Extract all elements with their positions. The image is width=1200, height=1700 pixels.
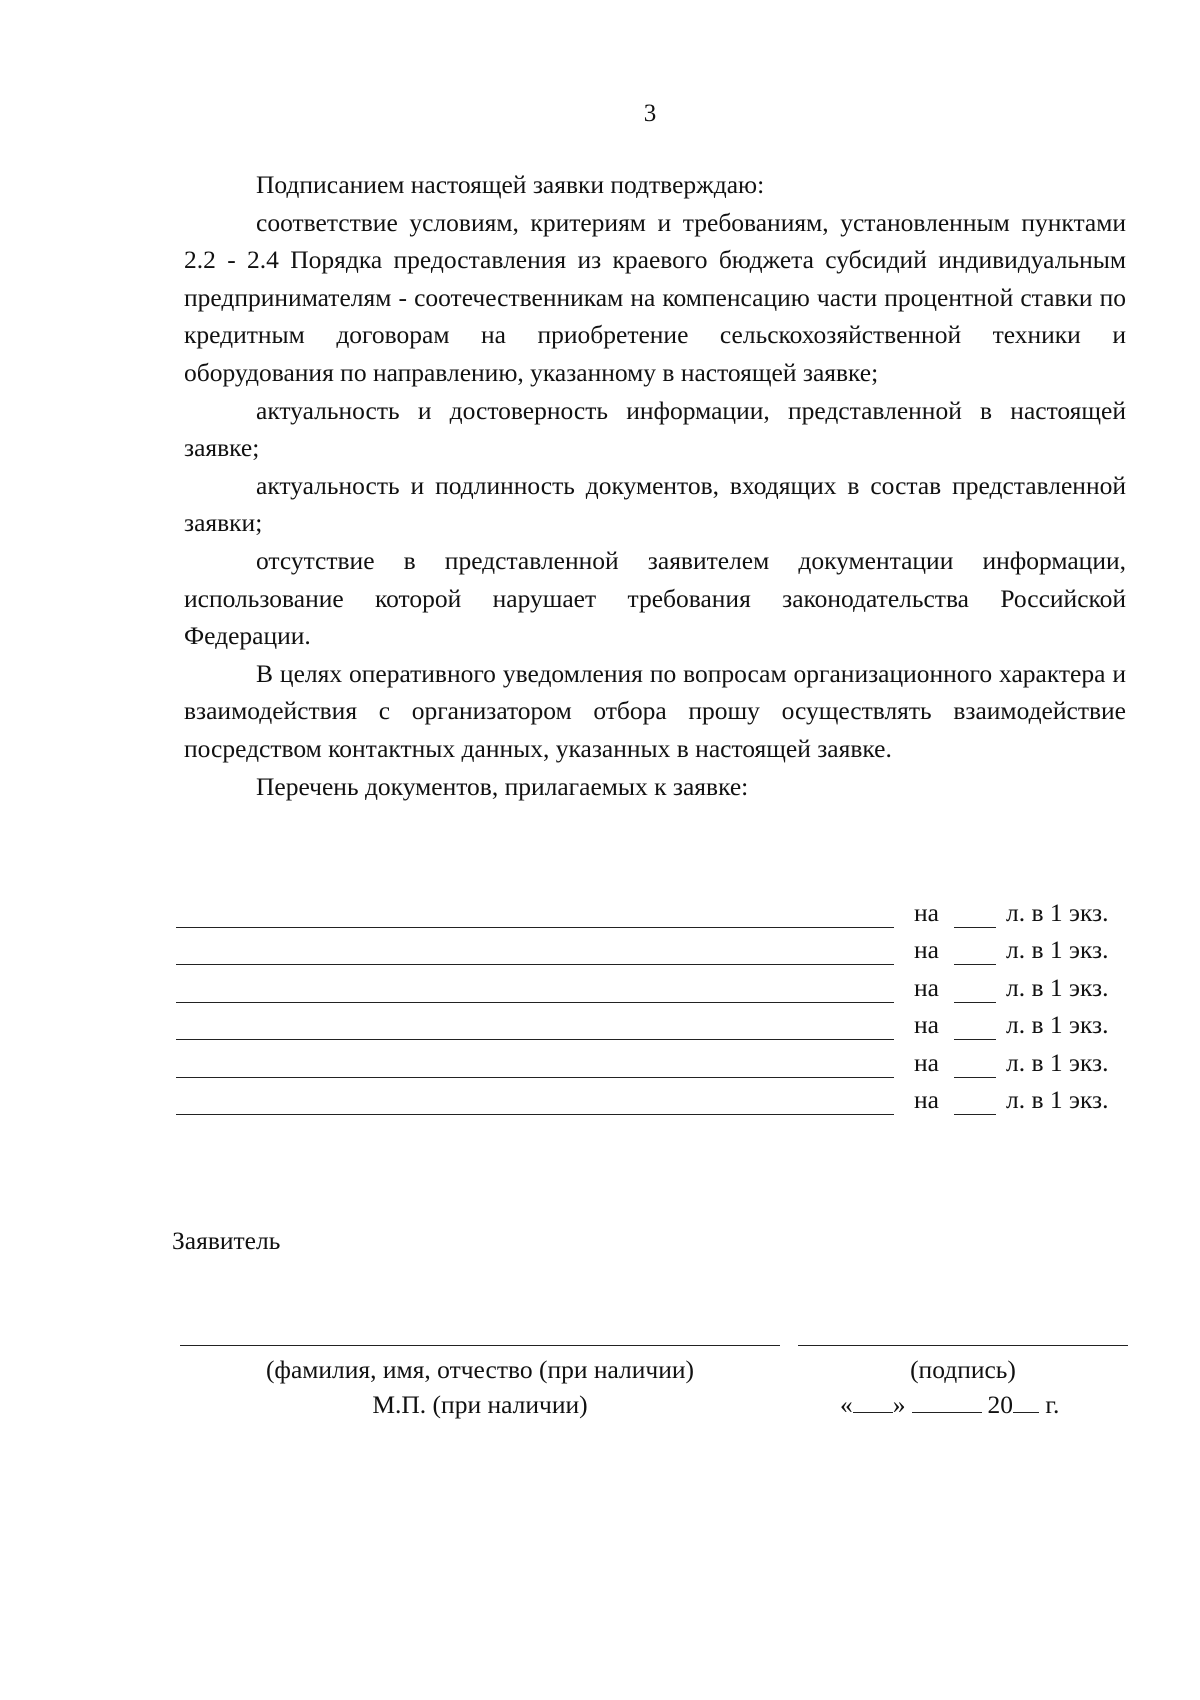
doc-name-blank[interactable] xyxy=(176,899,894,928)
doc-suffix-label: л. в 1 экз. xyxy=(1006,1047,1109,1077)
paragraph-absence: отсутствие в представленной заявителем документации информации, использование которой нарушает требования законодательства Российской Федерации. xyxy=(184,545,1126,651)
doc-na-label: на xyxy=(914,1010,939,1039)
stamp-caption: М.П. (при наличии) xyxy=(372,1390,588,1419)
name-caption: (фамилия, имя, отчество (при наличии) xyxy=(265,1355,695,1384)
doc-pages-blank[interactable] xyxy=(954,938,996,965)
doc-name-blank[interactable] xyxy=(176,1011,894,1040)
doc-row xyxy=(176,928,1126,966)
doc-pages-blank[interactable] xyxy=(954,976,996,1003)
doc-na-label: на xyxy=(914,935,939,964)
date-day-blank[interactable] xyxy=(853,1390,893,1413)
doc-na-label: на xyxy=(914,1085,939,1114)
date-year-prefix: 20 xyxy=(987,1390,1013,1419)
paragraph-contact: В целях оперативного уведомления по вопросам организационного характера и взаимодействия с организатором отбора прошу осуществлять взаимодействие посредством контактных данных, указанных в настоящей заявке. xyxy=(184,658,1126,763)
doc-name-blank[interactable] xyxy=(176,1049,894,1078)
doc-row xyxy=(176,890,1126,928)
doc-row xyxy=(176,1003,1126,1041)
applicant-name-blank[interactable] xyxy=(180,1345,780,1346)
doc-suffix-label: л. в 1 экз. xyxy=(1006,935,1109,964)
attached-documents-list xyxy=(176,890,1126,1115)
doc-pages-blank[interactable] xyxy=(954,1051,996,1078)
doc-name-blank[interactable] xyxy=(176,974,894,1003)
doc-suffix-label: л. в 1 экз. xyxy=(1006,1085,1109,1114)
paragraph-intro: Подписанием настоящей заявки подтверждаю: xyxy=(256,170,765,199)
date-month-blank[interactable] xyxy=(912,1390,982,1413)
paragraph-doc-list-title: Перечень документов, прилагаемых к заявке: xyxy=(256,771,749,801)
paragraph-accuracy: актуальность и достоверность информации, представленной в настоящей заявке; xyxy=(184,395,1126,463)
body-text xyxy=(184,166,1126,805)
doc-na-label: на xyxy=(914,897,939,927)
doc-suffix-label: л. в 1 экз. xyxy=(1006,972,1109,1002)
doc-suffix-label: л. в 1 экз. xyxy=(1006,1010,1109,1039)
date-year-suffix: г. xyxy=(1045,1390,1060,1419)
page-number: 3 xyxy=(643,100,657,127)
doc-pages-blank[interactable] xyxy=(954,901,996,928)
signature-caption: (подпись) xyxy=(910,1355,1016,1384)
paragraph-compliance: соответствие условиям, критериям и требованиям, установленным пунктами 2.2 - 2.4 Порядка предоставления из краевого бюджета субсидий индивидуальным предпринимателям - соотечественникам на компенсацию части процентной ставки по кредитным договорам на приобретение сельскохозяйственной техники и оборудования по направлению, указанному в настоящей заявке; xyxy=(184,207,1126,387)
applicant-label: Заявитель xyxy=(172,1226,281,1255)
date-field xyxy=(840,1390,1059,1420)
date-close-quote: » xyxy=(892,1390,906,1419)
date-year-blank[interactable] xyxy=(1013,1390,1039,1413)
doc-row xyxy=(176,965,1126,1003)
doc-na-label: на xyxy=(914,972,939,1002)
doc-name-blank[interactable] xyxy=(176,936,894,965)
doc-suffix-label: л. в 1 экз. xyxy=(1006,897,1109,927)
date-open-quote: « xyxy=(840,1390,853,1419)
paragraph-authenticity: актуальность и подлинность документов, входящих в состав представленной заявки; xyxy=(184,470,1126,538)
doc-row xyxy=(176,1040,1126,1078)
doc-pages-blank[interactable] xyxy=(954,1088,996,1115)
doc-na-label: на xyxy=(914,1047,939,1077)
doc-row xyxy=(176,1078,1126,1116)
doc-pages-blank[interactable] xyxy=(954,1013,996,1040)
signature-blank[interactable] xyxy=(798,1345,1128,1346)
doc-name-blank[interactable] xyxy=(176,1086,894,1115)
